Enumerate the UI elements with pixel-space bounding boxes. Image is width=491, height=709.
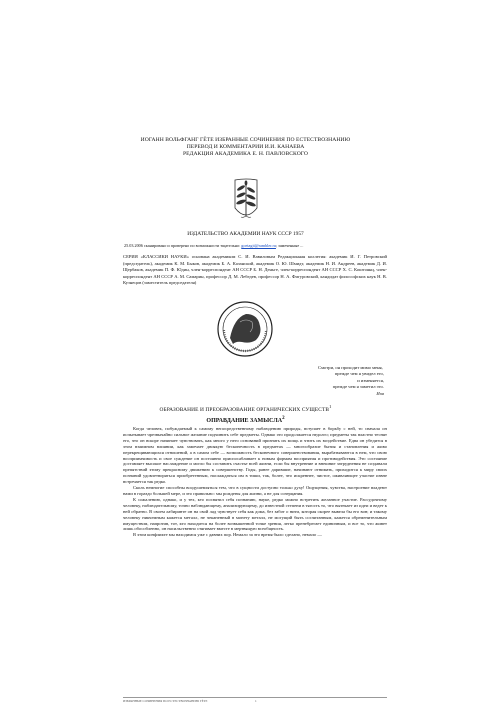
scan-note — [124, 243, 303, 248]
epigraph-line-1: Смотри, он проходит мимо меня, — [318, 365, 383, 370]
paragraph: В этом конфликте мы находимся уже с давних пор. Немало за это время было сделано, немало — — [133, 532, 322, 538]
chapter-title — [0, 416, 491, 424]
epigraph-line-2: прежде чем я увидел его, — [334, 371, 384, 377]
scan-note-prefix: 25.03.2006 сканировано и проверено по возможности тщательно: — [124, 243, 241, 248]
book-title-line-1: ИОГАНН ВОЛЬФГАНГ ГЁТЕ ИЗБРАННЫЕ СОЧИНЕНИЯ ПО ЕСТЕСТВОЗНАНИЮ — [140, 137, 351, 143]
book-title-block — [0, 137, 491, 159]
section-title-footnote-mark[interactable]: 1 — [329, 404, 332, 409]
paragraph: Когда человек, побуждаемый к самому непосредственному наблюдению природы, вступает в борьбу с ней, то сначала он испытывает чрезвычайно сильное желание подчинить себе предметы. Однако это продолжается недолго; предметы так властно теснят его, что он вскоре начинает чувствовать, как много у него оснований признать их мощь и чтить их воздействие. Едва он убедится в этом взаимном влиянии, как замечает двоякую бесконечность в предметах — многообразие бытия и становления и живо перекрещивающихся отношений, а в самом себе — возможность бесконечного совершенствования, вырабатываются в нем, что свою восприимчивость и свое суждение он постоянно приспосабливает к новым формам восприятия и противодействия. Это состояние доставляет высокое наслаждение и могло бы составить счастье всей жизни, если бы внутренние и внешние затруднения не создавали препятствий этому прекрасному движению к совершенству. Годы, ранее дарившие, начинают отнимать, приходится к миру своих познаний удовлетворяться приобретенным, наслаждаться им в тиши, так, более, что искреннее, чистое, оживляющее участие извне встречается так редко. — [123, 426, 387, 485]
epigraph-line-3: и изменяется, — [357, 377, 384, 383]
paragraph: К сожалению, однако, и у тех, кто посвятил себя познанию, науке, редко можно встретить желанное участие. Рассудочному человеку, наблюдательному, точно наблюдающему, анализирующему, до известной степени в тягость то, что вытекает из идеи и ведет к ней обратно. В своем лабиринте он на свой лад чувствует себя как дома, без забот о нити, которая скорее вывела бы его вон; и такому человеку никчемным кажется металл, не чеканенный в монету металл, не могущий быть сосчитанным, кажется обременительным имуществом, напротив, тот, кто находится на более возвышенной точке зрения, легко пренебрегает единичным, и все то, что живет лишь обособленно, он насильственно стягивает вместе в мертвящую всеобщность. — [123, 496, 387, 532]
body-text — [123, 426, 387, 538]
academy-seal-icon — [216, 300, 274, 358]
section-title-text: ОБРАЗОВАНИЕ И ПРЕОБРАЗОВАНИЕ ОРГАНИЧЕСКИХ СУЩЕСТВ — [159, 406, 330, 413]
chapter-title-text: ОПРАВДАНИЕ ЗАМЫСЛА — [206, 418, 283, 424]
epigraph-author: Иов — [376, 390, 384, 396]
footer-running-title: ИЗБРАННЫЕ СОЧИНЕНИЯ ПО ЕСТЕСТВОЗНАНИЮ ГЁТЕ — [123, 699, 208, 703]
chapter-title-footnote-mark[interactable]: 2 — [282, 416, 285, 421]
paragraph: Сколь немногие способны воодушевляться тем, что в сущности доступно только духу! Ощущения, чувства, настроение владеют нами в гораздо большей мере, и это правильно: мы рождены для жизни, а не для созерцания. — [123, 485, 387, 496]
book-title-line-2: ПЕРЕВОД И КОММЕНТАРИИ И.И. КАНАЕВА — [186, 144, 305, 151]
page-footer — [123, 697, 387, 706]
epigraph-line-4: прежде чем я заметил это. — [332, 384, 384, 390]
book-title-line-3: РЕДАКЦИЯ АКАДЕМИКА Е. Н. ПАВЛОВСКОГО — [182, 151, 309, 158]
plant-emblem-icon — [231, 178, 261, 222]
section-title — [0, 404, 491, 413]
publisher-line: ИЗДАТЕЛЬСТВО АКАДЕМИИ НАУК СССР 1957 — [187, 231, 304, 237]
editorial-board-text: СЕРИЯ «КЛАССИКИ НАУКИ» основана академиком С. И. Вавиловым Редакционная коллегия: академик И. Г. Петровский (председатель), академик К. М. Быков, академик Б. А. Казанский, академик О. Ю. Шмидт, академик Н. И. Андреев, академик Д. И. Щербаков, академик П. Ф. Юдин, член-корреспондент АН СССР Б. Н. Деньге, член-корреспондент АН СССР Х. С. Коштоянц, член-корреспондент АН СССР А. М. Самарин, профессор Д. М. Лебедев, профессор Н. А. Фигуровский, кандидат философских наук Н. В. Кузнецов (заместитель председателя) — [123, 254, 387, 285]
epigraph — [318, 365, 384, 397]
scan-email-link[interactable]: goetagit@rambler.ru — [241, 243, 276, 248]
page-number: 1 — [255, 699, 257, 703]
scan-note-suffix: ; замеченные ... — [275, 243, 304, 248]
